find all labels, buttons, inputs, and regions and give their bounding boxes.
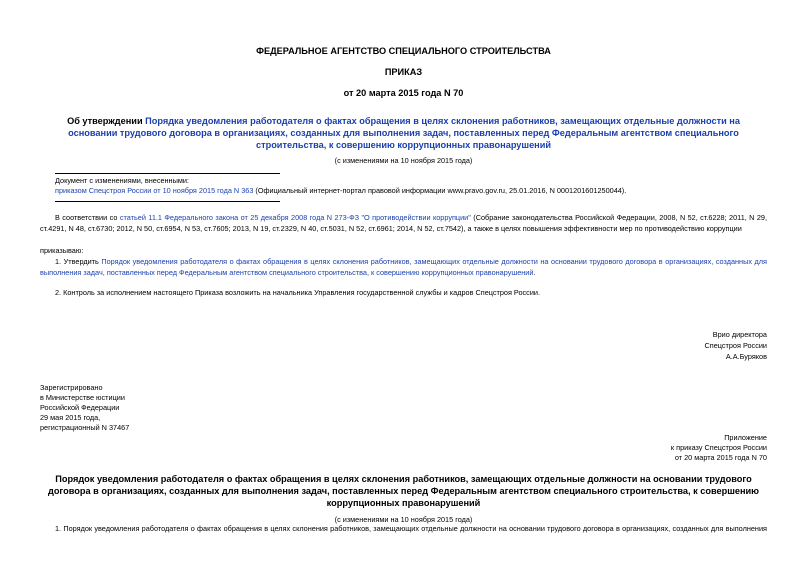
preamble-paragraph bbox=[40, 213, 767, 234]
changes-label: Документ с изменениями, внесенными: bbox=[55, 176, 189, 185]
amendment-note: (с изменениями на 10 ноября 2015 года) bbox=[334, 156, 473, 165]
item-1 bbox=[40, 257, 767, 278]
preamble-before: В соответствии со bbox=[55, 213, 120, 222]
changes-text bbox=[55, 186, 765, 197]
agency-heading: ФЕДЕРАЛЬНОЕ АГЕНТСТВО СПЕЦИАЛЬНОГО СТРОИТЕЛЬСТВА bbox=[256, 46, 551, 56]
item-2: 2. Контроль за исполнением настоящего Приказа возложить на начальника Управления государственной службы и кадров Спецстроя России. bbox=[55, 288, 541, 297]
divider-bottom bbox=[55, 201, 280, 202]
law-link[interactable]: статьей 11.1 Федерального закона от 25 декабря 2008 года N 273-ФЗ "О противодействии коррупции" bbox=[119, 213, 471, 222]
order-title-prefix: Об утверждении bbox=[67, 116, 146, 126]
order-title bbox=[50, 115, 757, 151]
registration-line-2: в Министерстве юстиции bbox=[40, 393, 125, 402]
registration-line-3: Российской Федерации bbox=[40, 403, 120, 412]
doc-date-number: от 20 марта 2015 года N 70 bbox=[343, 88, 464, 98]
procedure-paragraph-1: 1. Порядок уведомления работодателя о фактах обращения в целях склонения работников, замещающих отдельные должности на основании трудового договора в организациях, созданных для выполнения bbox=[55, 524, 767, 533]
appendix-line-1: Приложение bbox=[724, 433, 767, 442]
signature-line-1: Врио директора bbox=[712, 330, 767, 339]
signature-line-2: Спецстроя России bbox=[704, 341, 767, 350]
divider-top bbox=[55, 173, 280, 174]
registration-line-4: 29 мая 2015 года, bbox=[40, 413, 101, 422]
preamble-after: (Собрание законодательства Российской Федерации, 2008, N 52, ст.6228; 2011, N 29, ст.4291, N 48, ст.6730; 2012, N 50, ст.6954, N 53, ст.7605; 2013, N 19, ст.2329, N 40, ст.5031, N 52, ст.6961; 2014, N 52, ст.7542), а также в целях повышения эффективности мер по противодействию коррупции bbox=[40, 213, 768, 233]
item-1-prefix: 1. Утвердить bbox=[55, 257, 102, 266]
appendix-line-2: к приказу Спецстроя России bbox=[670, 443, 767, 452]
procedure-title: Порядок уведомления работодателя о фактах обращения в целях склонения работников, замещающих отдельные должности на основании трудового договора в организациях, созданных для выполнения задач, поставленных перед Федеральным агентством специального строительства, к совершению коррупционных правонарушений bbox=[47, 474, 760, 508]
signature-name: А.А.Буряков bbox=[725, 352, 767, 361]
procedure-link[interactable]: Порядок уведомления работодателя о фактах обращения в целях склонения работников, замещающих отдельные должности на основании трудового договора в организациях, созданных для выполнения задач, поставленных перед Федеральным агентством специального строительства, к совершению коррупционных правонарушений bbox=[40, 257, 767, 277]
registration-number: регистрационный N 37467 bbox=[40, 423, 130, 432]
changes-rest: (Официальный интернет-портал правовой информации www.pravo.gov.ru, 25.01.2016, N 0001201601250044). bbox=[253, 186, 627, 195]
appendix-line-3: от 20 марта 2015 года N 70 bbox=[674, 453, 767, 462]
doc-type-heading: ПРИКАЗ bbox=[384, 67, 423, 77]
amending-order-link[interactable]: приказом Спецстроя России от 10 ноября 2015 года N 363 bbox=[55, 186, 254, 195]
order-title-link[interactable]: Порядка уведомления работодателя о фактах обращения в целях склонения работников, замещающих отдельные должности на основании трудового договора в организациях, созданных для выполнения задач, поставленных перед Федеральным агентством специального строительства, к совершению коррупционных правонарушений bbox=[68, 116, 740, 150]
registration-line-1: Зарегистрировано bbox=[40, 383, 103, 392]
procedure-amendment-note: (с изменениями на 10 ноября 2015 года) bbox=[334, 515, 473, 524]
item-1-suffix: . bbox=[533, 267, 536, 277]
order-word: приказываю: bbox=[40, 246, 84, 255]
